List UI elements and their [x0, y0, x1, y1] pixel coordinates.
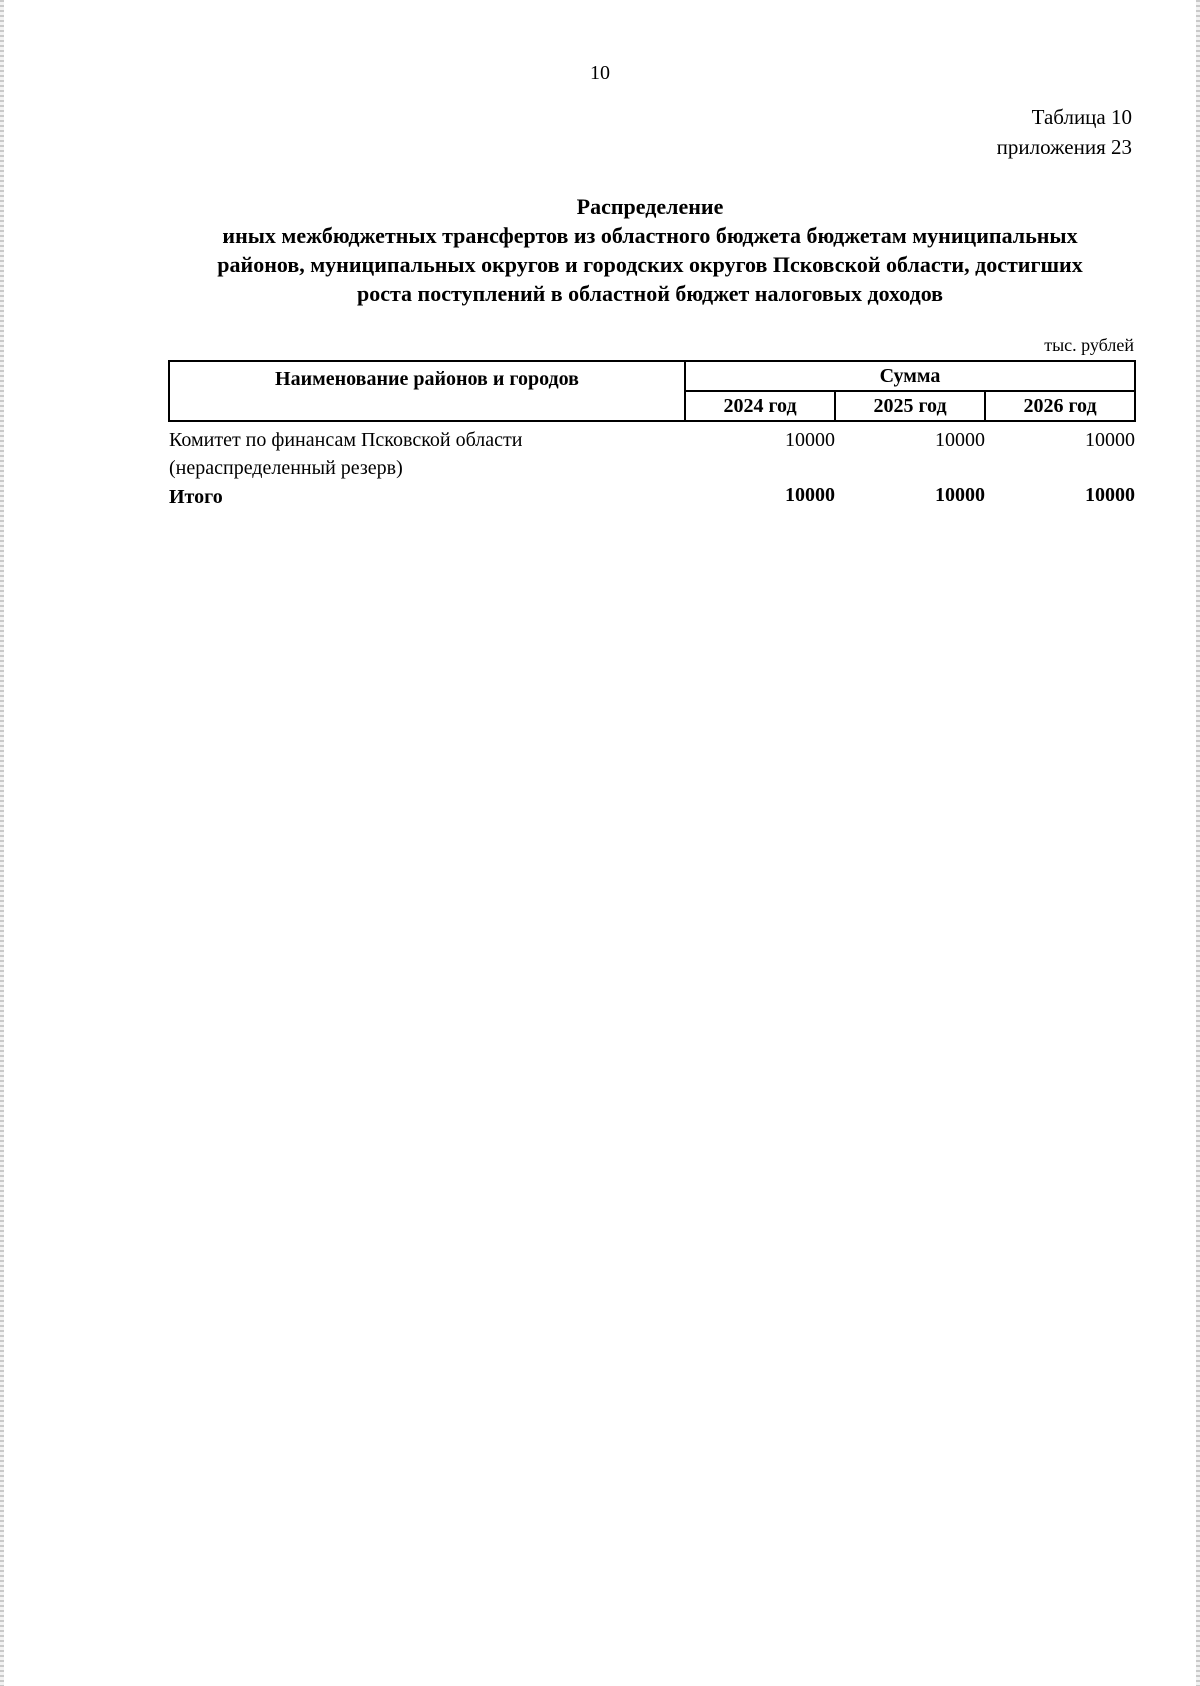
total-value-2026: 10000 [1085, 484, 1135, 506]
title-line-3: районов, муниципальных округов и городских округов Псковской области, достигших [217, 252, 1083, 277]
table-ref-line-1: Таблица 10 [1031, 105, 1132, 129]
scan-edge-right [1196, 0, 1200, 1686]
header-row-1 [169, 361, 1135, 391]
table [168, 360, 1136, 510]
total-value-2024: 10000 [785, 484, 835, 506]
title-line-1: Распределение [576, 194, 724, 219]
total-value-2025: 10000 [935, 484, 985, 506]
page-number: 10 [590, 62, 610, 84]
header-year-2024: 2024 год [685, 391, 835, 421]
row-value-2025: 10000 [935, 429, 985, 451]
header-name: Наименование районов и городов [169, 361, 685, 421]
row-name-line-2: (нераспределенный резерв) [169, 457, 403, 479]
scan-edge-left [0, 0, 4, 1686]
title-line-4: роста поступлений в областной бюджет налоговых доходов [356, 281, 944, 306]
header-year-2025: 2025 год [835, 391, 985, 421]
total-row [169, 482, 1135, 510]
row-value-2024: 10000 [785, 429, 835, 451]
distribution-table [168, 360, 1136, 510]
total-label: Итого [169, 486, 223, 508]
header-year-2026: 2026 год [985, 391, 1135, 421]
header-sum: Сумма [685, 361, 1135, 391]
row-name-line-1: Комитет по финансам Псковской области [169, 429, 523, 451]
row-value-2026: 10000 [1085, 429, 1135, 451]
row-name-cell [169, 421, 685, 482]
table-row [169, 421, 1135, 482]
unit-label: тыс. рублей [1044, 335, 1134, 355]
table-ref-line-2: приложения 23 [996, 135, 1132, 159]
title-line-2: иных межбюджетных трансфертов из областного бюджета бюджетам муниципальных [222, 223, 1078, 248]
table-reference [997, 102, 1132, 162]
document-title [120, 192, 1180, 308]
